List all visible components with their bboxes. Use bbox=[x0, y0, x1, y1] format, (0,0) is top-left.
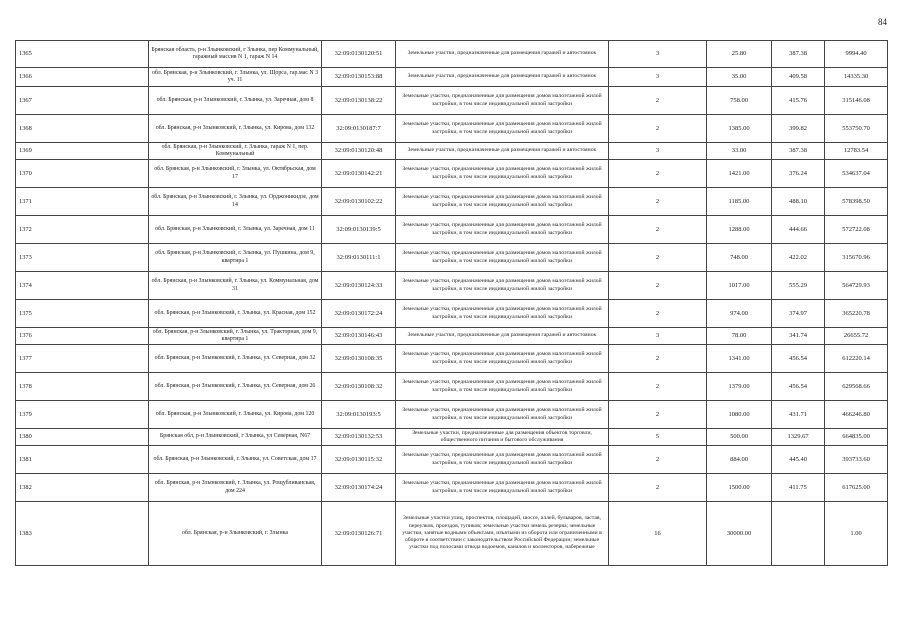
address-cell: обл. Брянская, р-н Злынковский, г. Злынка, ул. Коммунальная, дом 31 bbox=[149, 272, 322, 300]
area-cell: 884.00 bbox=[707, 446, 772, 474]
specific-value-cell: 399.82 bbox=[772, 115, 825, 143]
area-cell: 500.00 bbox=[707, 429, 772, 446]
address-cell: обл. Брянская, р-н Злынковский, г. Злынка, ул. Советская, дом 17 bbox=[149, 446, 322, 474]
use-group-cell: 2 bbox=[609, 216, 707, 244]
cadastral-value-cell: 572722.08 bbox=[825, 216, 888, 244]
area-cell: 33.00 bbox=[707, 143, 772, 160]
row-number: 1380 bbox=[16, 429, 149, 446]
specific-value-cell: 1329.67 bbox=[772, 429, 825, 446]
cadastral-number-cell: 32:09:0130193:5 bbox=[322, 401, 396, 429]
table-row bbox=[16, 87, 888, 115]
area-cell: 30000.00 bbox=[707, 502, 772, 566]
cadastral-value-cell: 466246.80 bbox=[825, 401, 888, 429]
table-row bbox=[16, 502, 888, 566]
land-use-cell: Земельные участки, предназначенные для размещения домов малоэтажной жилой застройки, в том числе индивидуальной жилой застройки bbox=[396, 300, 609, 328]
address-cell: обл. Брянская, р-н Злынковский, г. Злынка, ул. Тракторная, дом 9, квартира 1 bbox=[149, 328, 322, 345]
table-row bbox=[16, 328, 888, 345]
table-row bbox=[16, 446, 888, 474]
cadastral-value-table bbox=[15, 40, 888, 566]
table-row bbox=[16, 160, 888, 188]
use-group-cell: 3 bbox=[609, 143, 707, 160]
cadastral-number-cell: 32:09:0130132:53 bbox=[322, 429, 396, 446]
address-cell: обл. Брянская, р-н Злынковский, г. Злынка, ул. Заречная, дом 8 bbox=[149, 87, 322, 115]
cadastral-number-cell: 32:09:0130120:51 bbox=[322, 41, 396, 68]
row-number: 1381 bbox=[16, 446, 149, 474]
area-cell: 25.80 bbox=[707, 41, 772, 68]
cadastral-number-cell: 32:09:0130115:32 bbox=[322, 446, 396, 474]
cadastral-number-cell: 32:09:0130142:21 bbox=[322, 160, 396, 188]
use-group-cell: 2 bbox=[609, 160, 707, 188]
cadastral-value-cell: 612220.14 bbox=[825, 345, 888, 373]
specific-value-cell bbox=[772, 502, 825, 566]
specific-value-cell: 415.76 bbox=[772, 87, 825, 115]
cadastral-number-cell: 32:09:0130102:22 bbox=[322, 188, 396, 216]
cadastral-number-cell: 32:09:0130187:7 bbox=[322, 115, 396, 143]
table-row bbox=[16, 68, 888, 87]
row-number: 1367 bbox=[16, 87, 149, 115]
row-number: 1368 bbox=[16, 115, 149, 143]
cadastral-value-cell: 664835.00 bbox=[825, 429, 888, 446]
specific-value-cell: 376.24 bbox=[772, 160, 825, 188]
land-use-cell: Земельные участки, предназначенные для размещения гаражей и автостоянок bbox=[396, 41, 609, 68]
table-row bbox=[16, 401, 888, 429]
cadastral-value-cell: 578398.50 bbox=[825, 188, 888, 216]
table-row bbox=[16, 300, 888, 328]
row-number: 1378 bbox=[16, 373, 149, 401]
specific-value-cell: 341.74 bbox=[772, 328, 825, 345]
use-group-cell: 2 bbox=[609, 401, 707, 429]
area-cell: 78.00 bbox=[707, 328, 772, 345]
specific-value-cell: 411.75 bbox=[772, 474, 825, 502]
row-number: 1365 bbox=[16, 41, 149, 68]
cadastral-value-cell: 1.00 bbox=[825, 502, 888, 566]
land-use-cell: Земельные участки, предназначенные для размещения домов малоэтажной жилой застройки, в том числе индивидуальной жилой застройки bbox=[396, 272, 609, 300]
page-number: 84 bbox=[878, 17, 887, 27]
cadastral-number-cell: 32:09:0130126:71 bbox=[322, 502, 396, 566]
land-use-cell: Земельные участки, предназначенные для размещения домов малоэтажной жилой застройки, в том числе индивидуальной жилой застройки bbox=[396, 373, 609, 401]
land-use-cell: Земельные участки, предназначенные для размещения гаражей и автостоянок bbox=[396, 328, 609, 345]
use-group-cell: 3 bbox=[609, 41, 707, 68]
address-cell: обл. Брянская, р-н Злынковский, г. Злынка, ул. Орджоникидзе, дом 14 bbox=[149, 188, 322, 216]
cadastral-value-cell: 629568.66 bbox=[825, 373, 888, 401]
specific-value-cell: 444.66 bbox=[772, 216, 825, 244]
cadastral-value-cell: 26655.72 bbox=[825, 328, 888, 345]
area-cell: 1500.00 bbox=[707, 474, 772, 502]
address-cell: обл. Брянская, р-н Злынковский, г. Злынка, ул. Северная, дом 32 bbox=[149, 345, 322, 373]
cadastral-value-cell: 365220.78 bbox=[825, 300, 888, 328]
address-cell: обл. Брянская, р-н Злынковский, г. Злынка, ул. Красная, дом 152 bbox=[149, 300, 322, 328]
area-cell: 1385.00 bbox=[707, 115, 772, 143]
area-cell: 1421.00 bbox=[707, 160, 772, 188]
use-group-cell: 2 bbox=[609, 244, 707, 272]
cadastral-number-cell: 32:09:0130146:43 bbox=[322, 328, 396, 345]
table-row bbox=[16, 373, 888, 401]
address-cell: обл. Брянская, р-н Злынковский, г. Злынка, ул. Кирова, дом 120 bbox=[149, 401, 322, 429]
cadastral-value-cell: 617625.00 bbox=[825, 474, 888, 502]
area-cell: 1080.00 bbox=[707, 401, 772, 429]
land-use-cell: Земельные участки, предназначенные для размещения домов малоэтажной жилой застройки, в том числе индивидуальной жилой застройки bbox=[396, 160, 609, 188]
area-cell: 1379.00 bbox=[707, 373, 772, 401]
address-cell: обл. Брянская, р-н Злынковский, г. Злынка, ул. Октябрьская, дом 17 bbox=[149, 160, 322, 188]
land-use-cell: Земельные участки, предназначенные для размещения домов малоэтажной жилой застройки, в том числе индивидуальной жилой застройки bbox=[396, 244, 609, 272]
land-use-cell: Земельные участки, предназначенные для размещения домов малоэтажной жилой застройки, в том числе индивидуальной жилой застройки bbox=[396, 474, 609, 502]
cadastral-number-cell: 32:09:0130120:48 bbox=[322, 143, 396, 160]
use-group-cell: 2 bbox=[609, 300, 707, 328]
land-use-cell: Земельные участки, предназначенные для размещения гаражей и автостоянок bbox=[396, 68, 609, 87]
row-number: 1373 bbox=[16, 244, 149, 272]
area-cell: 1288.00 bbox=[707, 216, 772, 244]
land-use-cell: Земельные участки, предназначенные для размещения домов малоэтажной жилой застройки, в том числе индивидуальной жилой застройки bbox=[396, 188, 609, 216]
use-group-cell: 2 bbox=[609, 87, 707, 115]
cadastral-number-cell: 32:09:0130139:5 bbox=[322, 216, 396, 244]
area-cell: 748.00 bbox=[707, 244, 772, 272]
area-cell: 1017.00 bbox=[707, 272, 772, 300]
table-row bbox=[16, 244, 888, 272]
row-number: 1371 bbox=[16, 188, 149, 216]
table-row bbox=[16, 272, 888, 300]
address-cell: обл. Брянская, р-н Злынковский, г. Злынка, ул. Рощубливанская, дом 224 bbox=[149, 474, 322, 502]
use-group-cell: 2 bbox=[609, 373, 707, 401]
cadastral-value-cell: 564729.93 bbox=[825, 272, 888, 300]
row-number: 1369 bbox=[16, 143, 149, 160]
cadastral-number-cell: 32:09:0130124:33 bbox=[322, 272, 396, 300]
specific-value-cell: 555.29 bbox=[772, 272, 825, 300]
specific-value-cell: 387.38 bbox=[772, 143, 825, 160]
table-row bbox=[16, 41, 888, 68]
row-number: 1383 bbox=[16, 502, 149, 566]
specific-value-cell: 422.02 bbox=[772, 244, 825, 272]
cadastral-value-cell: 14335.30 bbox=[825, 68, 888, 87]
cadastral-number-cell: 32:09:0130108:32 bbox=[322, 373, 396, 401]
use-group-cell: 2 bbox=[609, 115, 707, 143]
cadastral-value-cell: 534637.04 bbox=[825, 160, 888, 188]
area-cell: 974.00 bbox=[707, 300, 772, 328]
cadastral-value-cell: 393733.60 bbox=[825, 446, 888, 474]
land-use-cell: Земельные участки, предназначенные для размещения домов малоэтажной жилой застройки, в том числе индивидуальной жилой застройки bbox=[396, 216, 609, 244]
specific-value-cell: 488.10 bbox=[772, 188, 825, 216]
table-row bbox=[16, 188, 888, 216]
address-cell: обл. Брянская, р-н Злынковский, г. Злынка, гараж N 1, пер. Коммунальный bbox=[149, 143, 322, 160]
area-cell: 35.00 bbox=[707, 68, 772, 87]
use-group-cell: 3 bbox=[609, 68, 707, 87]
row-number: 1382 bbox=[16, 474, 149, 502]
address-cell: обл. Брянская, р-н Злынковский, г. Злынка, ул. Пушкина, дом 9, квартира 1 bbox=[149, 244, 322, 272]
cadastral-number-cell: 32:09:0130108:35 bbox=[322, 345, 396, 373]
row-number: 1372 bbox=[16, 216, 149, 244]
land-use-cell: Земельные участки, предназначенные для размещения гаражей и автостоянок bbox=[396, 143, 609, 160]
row-number: 1377 bbox=[16, 345, 149, 373]
land-use-cell: Земельные участки, предназначенные для размещения домов малоэтажной жилой застройки, в том числе индивидуальной жилой застройки bbox=[396, 115, 609, 143]
row-number: 1370 bbox=[16, 160, 149, 188]
cadastral-value-cell: 9994.40 bbox=[825, 41, 888, 68]
cadastral-number-cell: 32:09:0130111:1 bbox=[322, 244, 396, 272]
specific-value-cell: 387.38 bbox=[772, 41, 825, 68]
row-number: 1375 bbox=[16, 300, 149, 328]
use-group-cell: 2 bbox=[609, 345, 707, 373]
cadastral-value-cell: 553750.70 bbox=[825, 115, 888, 143]
specific-value-cell: 456.54 bbox=[772, 373, 825, 401]
table-row bbox=[16, 115, 888, 143]
cadastral-number-cell: 32:09:0130174:24 bbox=[322, 474, 396, 502]
use-group-cell: 5 bbox=[609, 429, 707, 446]
use-group-cell: 2 bbox=[609, 446, 707, 474]
cadastral-number-cell: 32:09:0130172:24 bbox=[322, 300, 396, 328]
row-number: 1374 bbox=[16, 272, 149, 300]
address-cell: обл. Брянская, р-н Злынковский, г. Злынка bbox=[149, 502, 322, 566]
use-group-cell: 2 bbox=[609, 188, 707, 216]
table-body bbox=[16, 41, 888, 566]
use-group-cell: 16 bbox=[609, 502, 707, 566]
table-row bbox=[16, 474, 888, 502]
land-use-cell: Земельные участки, предназначенные для размещения домов малоэтажной жилой застройки, в том числе индивидуальной жилой застройки bbox=[396, 446, 609, 474]
land-use-cell: Земельные участки, предназначенные для размещения домов малоэтажной жилой застройки, в том числе индивидуальной жилой застройки bbox=[396, 87, 609, 115]
cadastral-number-cell: 32:09:0130138:22 bbox=[322, 87, 396, 115]
specific-value-cell: 431.71 bbox=[772, 401, 825, 429]
table-row bbox=[16, 216, 888, 244]
row-number: 1376 bbox=[16, 328, 149, 345]
land-use-cell: Земельные участки, предназначенные для размещения домов малоэтажной жилой застройки, в том числе индивидуальной жилой застройки bbox=[396, 401, 609, 429]
address-cell: Брянская область, р-н Злынковский, г Злынка, пер Коммунальный, гаражный массив N 1, гараж N 14 bbox=[149, 41, 322, 68]
table-row bbox=[16, 345, 888, 373]
address-cell: обл. Брянская, р-н Злынковский, г. Злынка, ул. Кирова, дом 132 bbox=[149, 115, 322, 143]
table-row bbox=[16, 143, 888, 160]
cadastral-value-cell: 12783.54 bbox=[825, 143, 888, 160]
row-number: 1366 bbox=[16, 68, 149, 87]
address-cell: обл. Брянская, р-н Злынковский, г. Злынка, ул. Щорса, гар.мас N 3 уч. 11 bbox=[149, 68, 322, 87]
land-use-cell: Земельные участки улиц, проспектов, площадей, шоссе, аллей, бульваров, застав, переулков, проездов, тупиков; земельные участки земель резерва; земельные участки, занятые водными объектами, изъятыми из оборота или ограниченными в обороте в соответствии с законодательством Российской Федерации; земельные участки под полосами отвода водоемов, каналов и коллекторов, набережные bbox=[396, 502, 609, 566]
use-group-cell: 2 bbox=[609, 272, 707, 300]
address-cell: обл. Брянская, р-н Злынковский, г. Злынка, ул. Северная, дом 26 bbox=[149, 373, 322, 401]
address-cell: Брянская обл, р-н Злынковский, г Злынка, ул Северная, N67 bbox=[149, 429, 322, 446]
row-number: 1379 bbox=[16, 401, 149, 429]
use-group-cell: 3 bbox=[609, 328, 707, 345]
land-use-cell: Земельные участки, предназначенные для размещения объектов торговли, общественного питания и бытового обслуживания bbox=[396, 429, 609, 446]
specific-value-cell: 445.40 bbox=[772, 446, 825, 474]
specific-value-cell: 374.97 bbox=[772, 300, 825, 328]
use-group-cell: 2 bbox=[609, 474, 707, 502]
cadastral-number-cell: 32:09:0130153:88 bbox=[322, 68, 396, 87]
address-cell: обл. Брянская, р-н Злынковский, г. Злынка, ул. Заречная, дом 11 bbox=[149, 216, 322, 244]
cadastral-value-cell: 315146.08 bbox=[825, 87, 888, 115]
specific-value-cell: 456.54 bbox=[772, 345, 825, 373]
cadastral-value-cell: 315670.96 bbox=[825, 244, 888, 272]
table-row bbox=[16, 429, 888, 446]
land-use-cell: Земельные участки, предназначенные для размещения домов малоэтажной жилой застройки, в том числе индивидуальной жилой застройки bbox=[396, 345, 609, 373]
area-cell: 1185.00 bbox=[707, 188, 772, 216]
specific-value-cell: 409.58 bbox=[772, 68, 825, 87]
area-cell: 1341.00 bbox=[707, 345, 772, 373]
area-cell: 758.00 bbox=[707, 87, 772, 115]
